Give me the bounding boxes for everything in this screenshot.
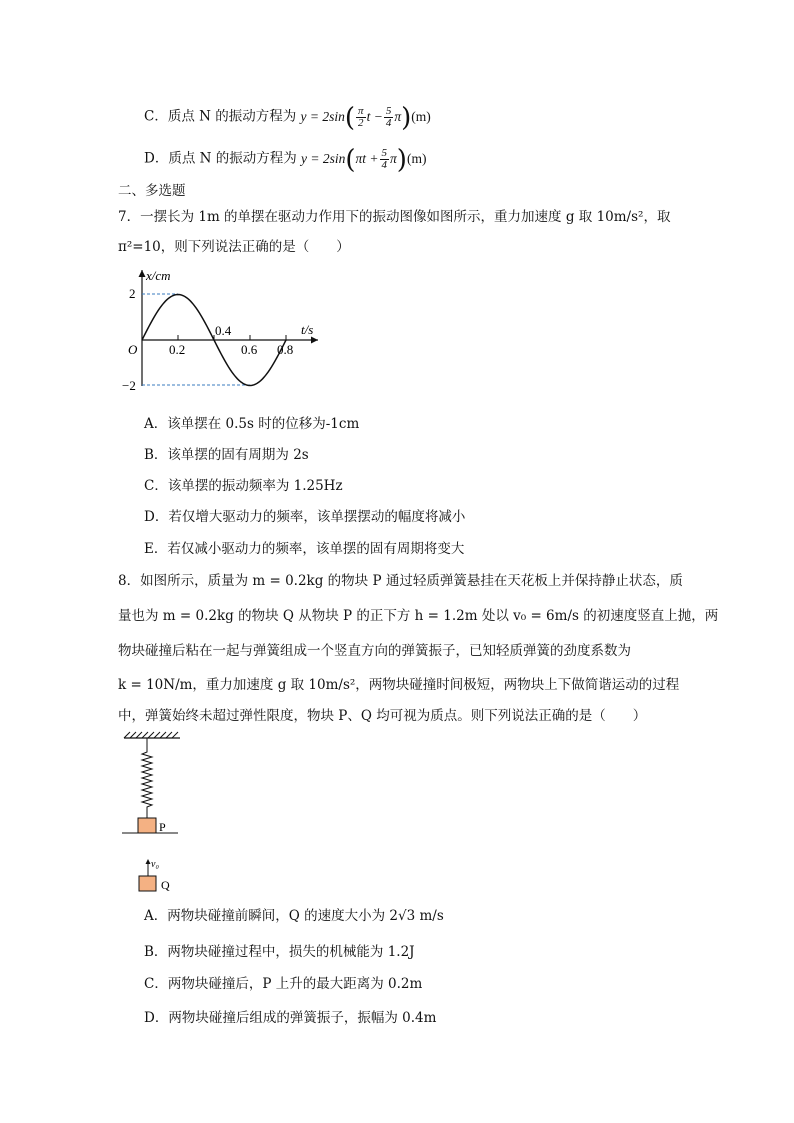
block-p [138, 818, 156, 833]
x-tick-0.8: 0.8 [277, 342, 294, 357]
q8-option-a: A．两物块碰撞前瞬间，Q 的速度大小为 2√3 m/s [144, 908, 444, 924]
q8-option-d: D．两物块碰撞后组成的弹簧振子，振幅为 0.4m [144, 1010, 437, 1026]
y-axis-label: x/cm [146, 268, 171, 283]
option-c-prev-label: C．质点 N 的振动方程为 [144, 108, 297, 125]
q8-text-line5: 中，弹簧始终未超过弹性限度，物块 P、Q 均可视为质点。则下列说法正确的是（ ） [118, 708, 647, 724]
fraction: $\frac{\pi}{2}$ [358, 105, 364, 129]
q7-vibration-graph [118, 264, 328, 394]
q8-text-line2: 量也为 m = 0.2kg 的物块 Q 从物块 P 的正下方 h = 1.2m 处以 v₀ = 6m/s 的初速度竖直上抛，两 [118, 608, 719, 624]
block-q [139, 876, 156, 891]
x-tick-0.6: 0.6 [241, 342, 258, 357]
y-tick-2: 2 [129, 286, 136, 301]
x-axis-label: t/s [301, 322, 314, 337]
ceiling-hatch [124, 732, 178, 738]
label-q: Q [161, 878, 170, 892]
q7-option-e: E．若仅减小驱动力的频率，该单摆的固有周期将变大 [144, 541, 465, 557]
x-tick-0.4: 0.4 [215, 323, 232, 338]
option-d-prev [144, 144, 427, 175]
x-tick-0.2: 0.2 [169, 342, 186, 357]
q7-option-d: D．若仅增大驱动力的频率，该单摆摆动的幅度将减小 [144, 509, 466, 525]
option-d-prev-equation: y = 2sin(πt + $\frac{5}{4}$ π)(m) [301, 144, 427, 175]
origin-label: O [128, 342, 138, 357]
q8-option-b: B．两物块碰撞过程中，损失的机械能为 1.2J [144, 944, 415, 960]
q8-text-line3: 物块碰撞后粘在一起与弹簧组成一个竖直方向的弹簧振子，已知轻质弹簧的劲度系数为 [118, 643, 631, 659]
q7-option-a: A．该单摆在 0.5s 时的位移为-1cm [144, 416, 360, 432]
fraction: $\frac{5}{4}$ [381, 147, 388, 171]
section-heading: 二、多选题 [118, 183, 186, 199]
label-v0: v₀ [151, 859, 159, 870]
q7-option-c: C．该单摆的振动频率为 1.25Hz [144, 478, 343, 494]
q8-spring-figure [118, 730, 198, 898]
option-c-prev [144, 102, 431, 133]
q7-option-b: B．该单摆的固有周期为 2s [144, 447, 309, 463]
fraction: $\frac{5}{4}$ [385, 105, 392, 129]
q8-text-line4: k = 10N/m，重力加速度 g 取 10m/s²，两物块碰撞时间极短，两物块上下做简谐运动的过程 [118, 677, 680, 693]
q8-text-line1: 8．如图所示，质量为 m = 0.2kg 的物块 P 通过轻质弹簧悬挂在天花板上并保持静止状态，质 [118, 573, 683, 589]
q7-text-line1: 7．一摆长为 1m 的单摆在驱动力作用下的振动图像如图所示，重力加速度 g 取 10m/s²，取 [118, 209, 671, 225]
spring [142, 738, 152, 818]
y-tick-neg2: −2 [122, 378, 136, 393]
label-p: P [159, 820, 166, 834]
q7-text-line2: π²=10，则下列说法正确的是（ ） [118, 239, 350, 255]
option-d-prev-label: D．质点 N 的振动方程为 [144, 150, 297, 167]
q8-option-c: C．两物块碰撞后，P 上升的最大距离为 0.2m [144, 976, 423, 992]
option-c-prev-equation: y = 2sin( $\frac{\pi}{2}$ t − $\frac{5}{4}$ π)(m) [300, 102, 431, 133]
